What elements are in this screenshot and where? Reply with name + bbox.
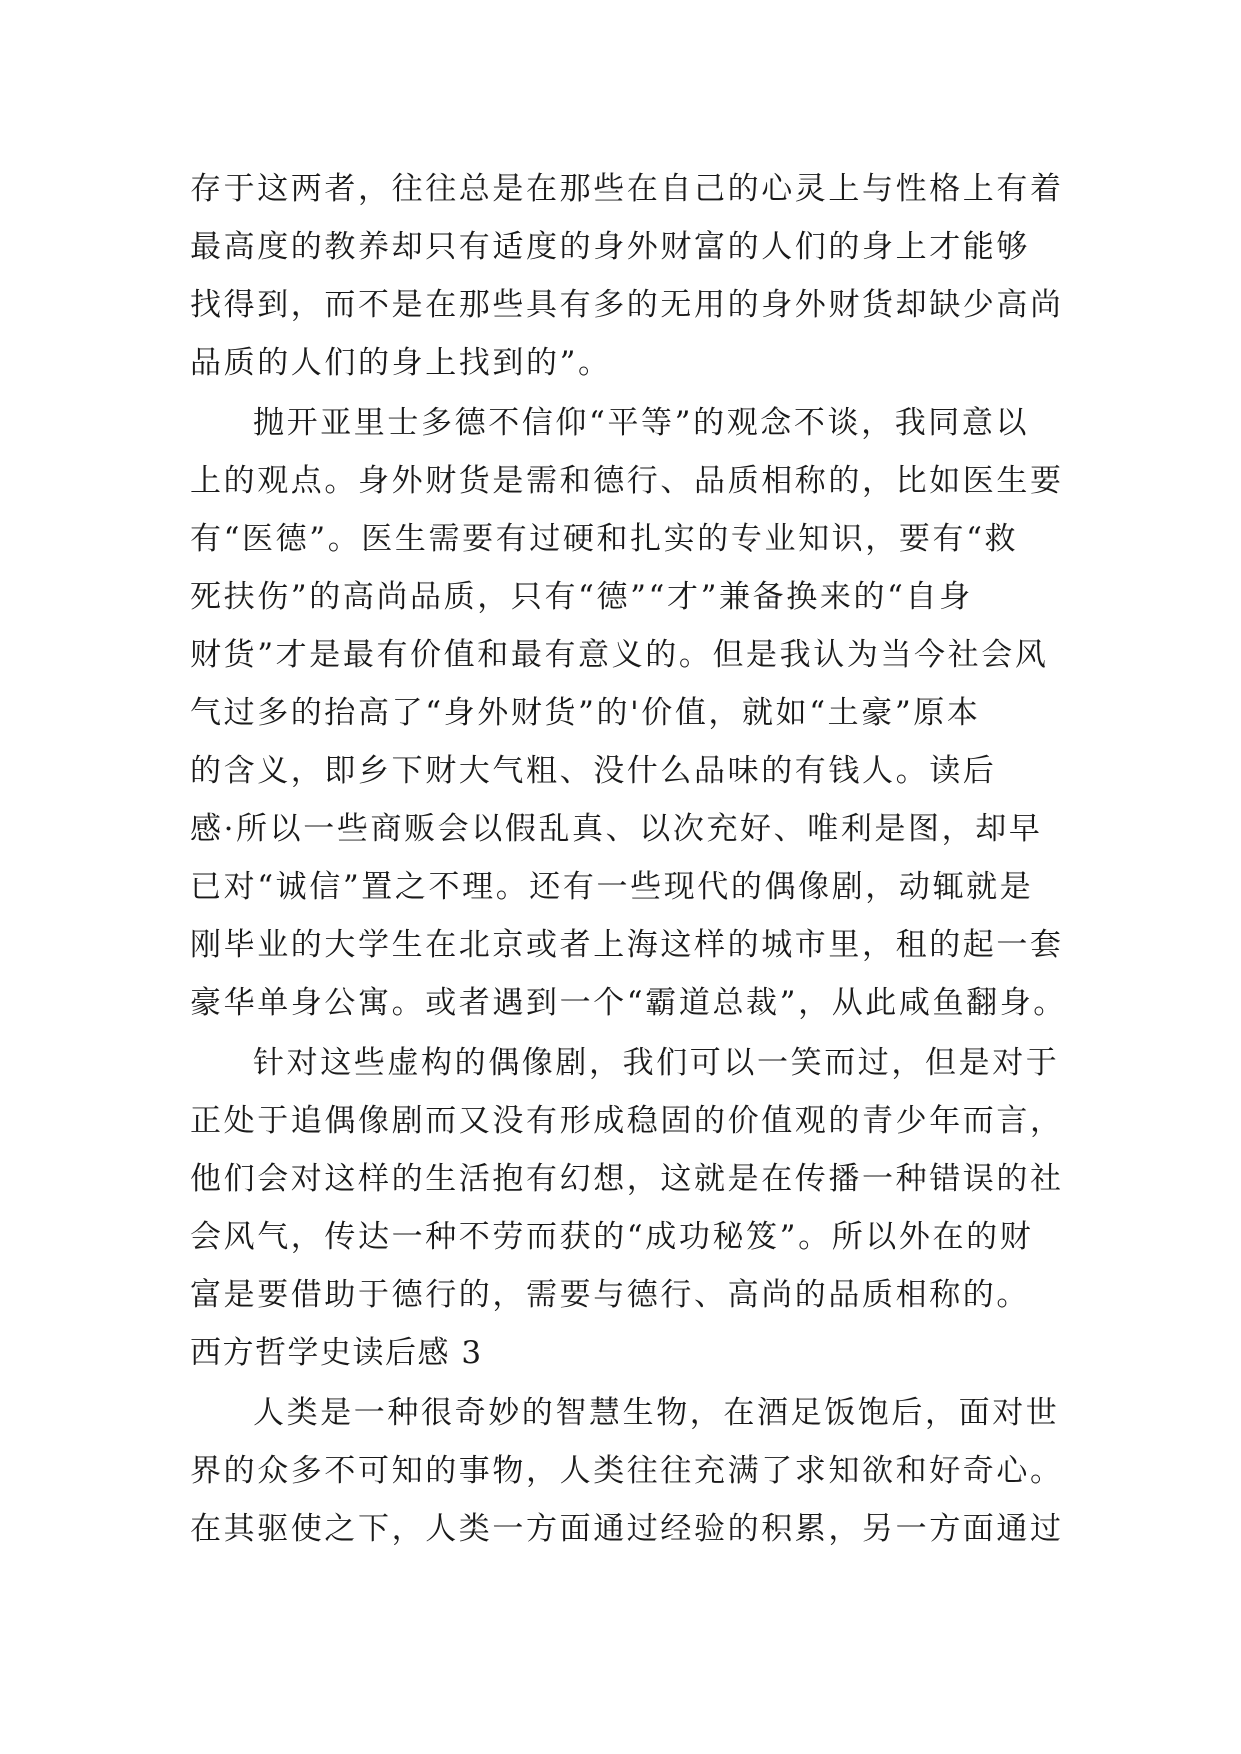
text-line: 上的观点。身外财货是需和德行、品质相称的，比如医生要: [190, 463, 1064, 499]
text-line: 刚毕业的大学生在北京或者上海这样的城市里，租的起一套: [190, 927, 1064, 963]
text-line: 财货”才是最有价值和最有意义的。但是我认为当今社会风: [190, 637, 1049, 673]
text-line: 富是要借助于德行的，需要与德行、高尚的品质相称的。: [190, 1277, 1030, 1313]
paragraph-first-line: 针对这些虚构的偶像剧，我们可以一笑而过，但是对于: [253, 1045, 1060, 1081]
text-line: 会风气，传达一种不劳而获的“成功秘笈”。所以外在的财: [190, 1219, 1034, 1255]
text-line: 找得到，而不是在那些具有多的无用的身外财货却缺少高尚: [190, 287, 1064, 323]
text-line: 品质的人们的身上找到的”。: [190, 345, 612, 381]
text-line: 气过多的抬高了“身外财货”的'价值，就如“土豪”原本: [190, 695, 981, 731]
text-line: 在其驱使之下，人类一方面通过经验的积累，另一方面通过: [190, 1511, 1064, 1547]
paragraph-first-line: 人类是一种很奇妙的智慧生物，在酒足饭饱后，面对世: [253, 1395, 1060, 1431]
text-line: 有“医德”。医生需要有过硬和扎实的专业知识，要有“救: [190, 521, 1019, 557]
text-line: 死扶伤”的高尚品质，只有“德”“才”兼备换来的“自身: [190, 579, 973, 615]
text-line: 他们会对这样的生活抱有幻想，这就是在传播一种错误的社: [190, 1161, 1064, 1197]
text-line: 存于这两者，往往总是在那些在自己的心灵上与性格上有着: [190, 171, 1064, 207]
text-line: 最高度的教养却只有适度的身外财富的人们的身上才能够: [190, 229, 1030, 265]
text-line: 界的众多不可知的事物，人类往往充满了求知欲和好奇心。: [190, 1453, 1064, 1489]
text-line: 豪华单身公寓。或者遇到一个“霸道总裁”，从此咸鱼翻身。: [190, 985, 1067, 1021]
text-line: 正处于追偶像剧而又没有形成稳固的价值观的青少年而言，: [190, 1103, 1064, 1139]
paragraph-first-line: 抛开亚里士多德不信仰“平等”的观念不谈，我同意以: [253, 405, 1030, 441]
section-heading: 西方哲学史读后感 3: [190, 1335, 483, 1371]
text-line: 感·所以一些商贩会以假乱真、以次充好、唯利是图，却早: [190, 811, 1043, 847]
text-line: 的含义，即乡下财大气粗、没什么品味的有钱人。读后: [190, 753, 997, 789]
text-line: 已对“诚信”置之不理。还有一些现代的偶像剧，动辄就是: [190, 869, 1034, 905]
